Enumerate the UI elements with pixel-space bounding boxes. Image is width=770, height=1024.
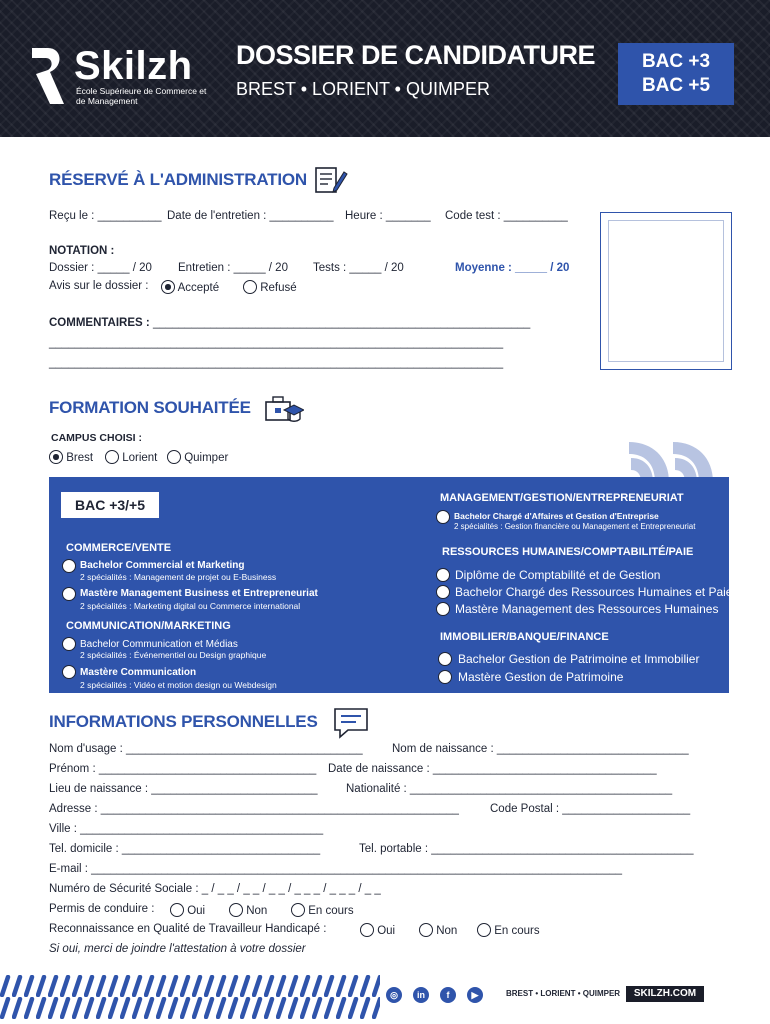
rh-heading: RESSOURCES HUMAINES/COMPTABILITÉ/PAIE [442,546,694,558]
postal-code-field[interactable]: Code Postal : ____________________ [490,803,691,815]
immo-bachelor-label: Bachelor Gestion de Patrimoine et Immobilier [458,652,700,666]
bac-level-badge [618,43,734,105]
first-name-field[interactable]: Prénom : __________________________________ [49,763,317,775]
rqth-pending-option[interactable] [477,923,540,937]
license-pending-option[interactable] [291,903,354,917]
communication-bachelor-specialties: 2 spécialités : Événementiel ou Design graphique [80,650,267,660]
campus-lorient-option[interactable] [105,450,157,464]
commerce-bachelor-radio[interactable] [62,559,76,573]
comments-line-3[interactable]: _______________________________________________________________________ [49,357,504,369]
accepted-label: Accepté [177,282,220,294]
communication-master-label: Mastère Communication [80,667,197,678]
license-no-radio[interactable] [229,903,243,917]
communication-bachelor-label: Bachelor Communication et Médias [80,639,238,650]
license-yes-radio[interactable] [170,903,184,917]
rqth-no-option[interactable] [419,923,457,937]
quote-decoration-icon [625,434,720,482]
graduation-briefcase-icon [264,392,304,426]
review-label: Avis sur le dossier : [49,280,149,292]
birth-date-field[interactable]: Date de naissance : ___________________________________ [328,763,657,775]
management-bachelor-label: Bachelor Chargé d'Affaires et Gestion d'Entreprise [454,511,659,521]
address-field[interactable]: Adresse : ________________________________________________________ [49,803,459,815]
management-bachelor-specialties: 2 spécialités : Gestion financière ou Management et Entrepreneuriat [454,522,696,531]
birth-name-field[interactable]: Nom de naissance : ______________________________ [392,743,689,755]
document-title: DOSSIER DE CANDIDATURE [236,40,596,70]
campus-brest-option[interactable] [49,450,93,464]
rqth-yes-radio[interactable] [360,923,374,937]
personal-section-title: INFORMATIONS PERSONNELLES [49,712,318,731]
city-field[interactable]: Ville : ______________________________________ [49,823,324,835]
nationality-field[interactable]: Nationalité : _________________________________________ [346,783,673,795]
rh-master-label: Mastère Management des Ressources Humaines [455,602,719,616]
header-cities: BREST • LORIENT • QUIMPER [236,79,490,99]
rqth-no-label: Non [436,925,458,937]
commerce-master-label: Mastère Management Business et Entrepreneuriat [80,588,318,599]
attachment-note: Si oui, merci de joindre l'attestation à votre dossier [49,943,306,955]
rqth-pending-label: En cours [494,925,540,937]
immo-master-radio[interactable] [438,670,452,684]
campus-quimper-option[interactable] [167,450,228,464]
commerce-master-specialties: 2 spécialités : Marketing digital ou Commerce international [80,601,301,611]
immo-heading: IMMOBILIER/BANQUE/FINANCE [440,631,609,643]
campus-label: CAMPUS CHOISI : [51,432,143,444]
form-edit-icon [312,164,348,196]
communication-heading: COMMUNICATION/MARKETING [66,620,231,632]
message-icon [332,706,370,740]
rh-bachelor-label: Bachelor Chargé des Ressources Humaines et Paie [455,585,733,599]
comments-line-2[interactable]: _______________________________________________________________________ [49,337,504,349]
formation-section-title: FORMATION SOUHAITÉE [49,398,251,417]
facebook-icon[interactable]: f [440,987,456,1003]
commerce-heading: COMMERCE/VENTE [66,542,172,554]
linkedin-icon[interactable]: in [413,987,429,1003]
interview-date-field[interactable]: Date de l'entretien : __________ [167,210,334,222]
campus-brest-label: Brest [66,452,94,464]
rqth-label: Reconnaissance en Qualité de Travailleur Handicapé : [49,923,327,935]
footer-stripes-decoration [0,975,380,1019]
average-score-field[interactable]: Moyenne : _____ / 20 [455,262,570,274]
campus-lorient-label: Lorient [122,452,158,464]
rqth-pending-radio[interactable] [477,923,491,937]
management-bachelor-radio[interactable] [436,510,450,524]
received-date-field[interactable]: Reçu le : __________ [49,210,162,222]
rh-diploma-radio[interactable] [436,568,450,582]
bac-level-line2: BAC +5 [641,75,711,96]
notation-label: NOTATION : [49,245,115,257]
license-no-label: Non [246,905,268,917]
campus-quimper-label: Quimper [184,452,229,464]
social-security-field[interactable]: Numéro de Sécurité Sociale : _ / _ _ / _ _ / _ _ / _ _ _ / _ _ _ / _ _ [49,883,381,895]
interview-score-field[interactable]: Entretien : _____ / 20 [178,262,288,274]
campus-brest-radio[interactable] [49,450,63,464]
accepted-option[interactable] [161,280,219,294]
youtube-icon[interactable]: ▶ [467,987,483,1003]
home-phone-field[interactable]: Tel. domicile : _______________________________ [49,843,321,855]
refused-option[interactable] [243,280,297,294]
license-yes-option[interactable] [170,903,205,917]
license-yes-label: Oui [187,905,206,917]
refused-radio[interactable] [243,280,257,294]
instagram-icon[interactable]: ◎ [386,987,402,1003]
bac-level-line1: BAC +3 [641,51,711,72]
communication-master-specialties: 2 spécialités : Vidéo et motion design ou Webdesign [80,680,277,690]
time-field[interactable]: Heure : _______ [345,210,431,222]
campus-quimper-radio[interactable] [167,450,181,464]
tests-score-field[interactable]: Tests : _____ / 20 [313,262,404,274]
commerce-bachelor-label: Bachelor Commercial et Marketing [80,560,245,571]
logo-name: Skilzh [74,44,193,88]
communication-bachelor-radio[interactable] [62,637,76,651]
communication-master-radio[interactable] [62,665,76,679]
website-link[interactable]: SKILZH.COM [626,986,704,1002]
rh-diploma-label: Diplôme de Comptabilité et de Gestion [455,568,661,582]
management-heading: MANAGEMENT/GESTION/ENTREPRENEURIAT [440,492,684,504]
photo-placeholder[interactable] [608,220,724,362]
driving-license-label: Permis de conduire : [49,903,155,915]
rqth-no-radio[interactable] [419,923,433,937]
comments-field[interactable] [49,317,530,329]
rh-bachelor-radio[interactable] [436,585,450,599]
page-header [0,0,770,137]
immo-bachelor-radio[interactable] [438,652,452,666]
comments-label: COMMENTAIRES : [49,317,150,329]
campus-lorient-radio[interactable] [105,450,119,464]
commerce-bachelor-specialties: 2 spécialités : Management de projet ou E-Business [80,572,277,582]
email-field[interactable]: E-mail : ___________________________________________________________________________________ [49,863,623,875]
usage-name-field[interactable]: Nom d'usage : _____________________________________ [49,743,363,755]
skilzh-logo-mark [28,44,68,108]
admin-section-title: RÉSERVÉ À L'ADMINISTRATION [49,170,307,189]
immo-master-label: Mastère Gestion de Patrimoine [458,670,624,684]
comments-line-1[interactable]: ___________________________________________________________ [152,317,531,329]
rh-master-radio[interactable] [436,602,450,616]
rqth-yes-option[interactable] [360,923,395,937]
logo-tagline: École Supérieure de Commerce et de Management [76,86,207,106]
rqth-yes-label: Oui [377,925,396,937]
mobile-phone-field[interactable]: Tel. portable : _________________________________________ [359,843,694,855]
commerce-master-radio[interactable] [62,587,76,601]
license-no-option[interactable] [229,903,267,917]
birth-place-field[interactable]: Lieu de naissance : __________________________ [49,783,318,795]
accepted-radio[interactable] [161,280,175,294]
license-pending-radio[interactable] [291,903,305,917]
bac-level-tag: BAC +3/+5 [61,492,159,518]
refused-label: Refusé [260,282,297,294]
test-code-field[interactable]: Code test : __________ [445,210,568,222]
dossier-score-field[interactable]: Dossier : _____ / 20 [49,262,152,274]
footer-cities: BREST • LORIENT • QUIMPER [506,989,621,998]
license-pending-label: En cours [308,905,354,917]
